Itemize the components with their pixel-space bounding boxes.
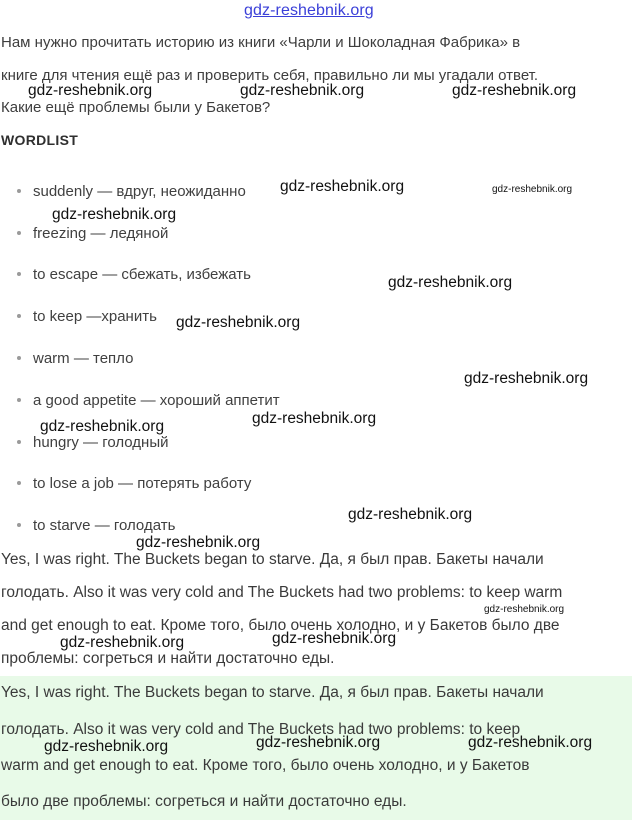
watermark: gdz-reshebnik.org: [484, 604, 565, 615]
highlighted-answer-line-2: голодать. Also it was very cold and The Buckets had two problems: to keep: [1, 721, 521, 738]
watermark: gdz-reshebnik.org: [272, 630, 397, 647]
intro-line-3: Какие ещё проблемы были у Бакетов?: [1, 99, 271, 116]
highlighted-answer-line-4: было две проблемы: согреться и найти достаточно еды.: [1, 793, 407, 810]
wordlist-item: to escape — сбежать, избежать: [17, 266, 251, 283]
bullet-icon: [17, 189, 21, 193]
watermark: gdz-reshebnik.org: [492, 184, 573, 195]
watermark: gdz-reshebnik.org: [252, 410, 377, 427]
bullet-icon: [17, 523, 21, 527]
bullet-icon: [17, 481, 21, 485]
watermark: gdz-reshebnik.org: [240, 82, 365, 99]
answer-line-4: проблемы: согреться и найти достаточно еды.: [1, 650, 335, 667]
bullet-icon: [17, 314, 21, 318]
watermark: gdz-reshebnik.org: [52, 206, 177, 223]
watermark: gdz-reshebnik.org: [136, 534, 261, 551]
answer-line-1: Yes, I was right. The Buckets began to starve. Да, я был прав. Бакеты начали: [1, 551, 544, 568]
watermark: gdz-reshebnik.org: [256, 734, 381, 751]
watermark: gdz-reshebnik.org: [44, 738, 169, 755]
wordlist-item: to starve — голодать: [17, 517, 175, 534]
answer-line-3: and get enough to eat. Кроме того, было очень холодно, и у Бакетов было две: [1, 617, 560, 634]
wordlist-heading: WORDLIST: [1, 132, 79, 148]
wordlist-item: to lose a job — потерять работу: [17, 475, 251, 492]
watermark: gdz-reshebnik.org: [468, 734, 593, 751]
wordlist-item: freezing — ледяной: [17, 225, 168, 242]
header-watermark-link[interactable]: gdz-reshebnik.org: [244, 2, 374, 19]
highlighted-answer-line-1: Yes, I was right. The Buckets began to starve. Да, я был прав. Бакеты начали: [1, 684, 544, 701]
watermark: gdz-reshebnik.org: [176, 314, 301, 331]
wordlist-item: to keep —хранить: [17, 308, 157, 325]
watermark: gdz-reshebnik.org: [388, 274, 513, 291]
highlighted-answer-line-3: warm and get enough to eat. Кроме того, было очень холодно, и у Бакетов: [1, 757, 530, 774]
bullet-icon: [17, 356, 21, 360]
wordlist-item: warm — тепло: [17, 350, 133, 367]
wordlist-item: hungry — голодный: [17, 434, 168, 451]
wordlist-item: suddenly — вдруг, неожиданно: [17, 183, 246, 200]
bullet-icon: [17, 272, 21, 276]
wordlist-item: a good appetite — хороший аппетит: [17, 392, 280, 409]
watermark: gdz-reshebnik.org: [348, 506, 473, 523]
bullet-icon: [17, 231, 21, 235]
watermark: gdz-reshebnik.org: [464, 370, 589, 387]
watermark: gdz-reshebnik.org: [452, 82, 577, 99]
answer-line-2: голодать. Also it was very cold and The Buckets had two problems: to keep warm: [1, 584, 563, 601]
bullet-icon: [17, 398, 21, 402]
watermark: gdz-reshebnik.org: [28, 82, 153, 99]
intro-line-1: Нам нужно прочитать историю из книги «Чарли и Шоколадная Фабрика» в: [1, 34, 521, 51]
watermark: gdz-reshebnik.org: [280, 178, 405, 195]
intro-line-2: книге для чтения ещё раз и проверить себя, правильно ли мы угадали ответ.: [1, 67, 539, 84]
watermark: gdz-reshebnik.org: [60, 634, 185, 651]
watermark: gdz-reshebnik.org: [40, 418, 165, 435]
bullet-icon: [17, 440, 21, 444]
